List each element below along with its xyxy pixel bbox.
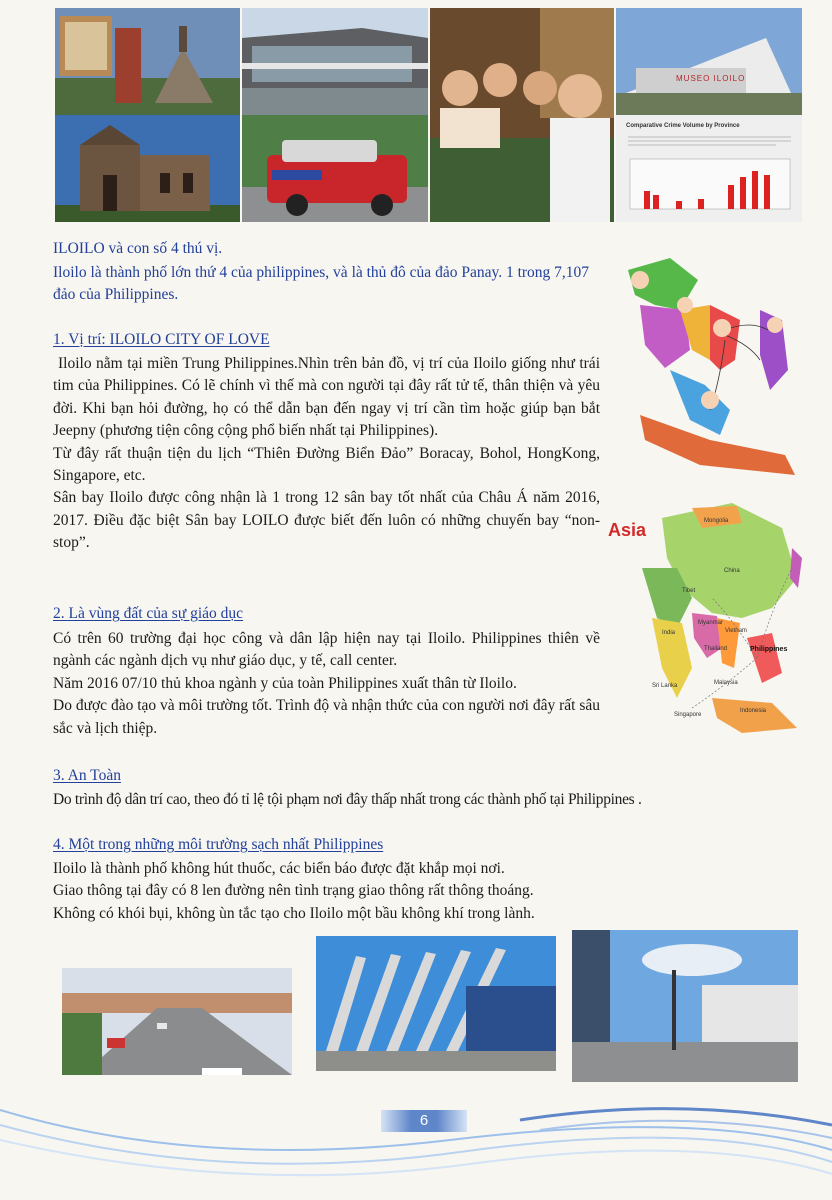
map-label-philippines: Philippines	[750, 646, 788, 653]
section-4-paragraph: Không có khói bụi, không ùn tắc tạo cho Iloilo một bầu không khí trong lành.	[53, 904, 535, 922]
map-label-myanmar: Myanmar	[698, 620, 724, 626]
map-region-label: Asia	[608, 520, 647, 540]
section-1-heading: 1. Vị trí: ILOILO CITY OF LOVE	[53, 331, 270, 348]
section-4-paragraph: Giao thông tại đây có 8 len đường nên tình trạng giao thông rất thông thoáng.	[53, 882, 534, 900]
map-label-china: China	[724, 568, 740, 574]
section-4-heading: 4. Một trong những môi trường sạch nhất Philippines	[53, 836, 384, 853]
photo-convention-center	[316, 936, 556, 1071]
section-4-paragraph: Iloilo là thành phố không hút thuốc, các biển báo được đặt khắp mọi nơi.	[53, 860, 505, 877]
section-2-body	[53, 628, 600, 740]
photo-church	[55, 115, 240, 222]
museum-sign: MUSEO ILOILO	[676, 74, 746, 83]
map-label-malaysia: Malaysia	[714, 680, 738, 686]
section-4-body	[53, 858, 613, 925]
photo-monument	[55, 8, 240, 115]
section-1-paragraph: Iloilo nằm tại miền Trung Philippines.Nhìn trên bản đồ, vị trí của Iloilo giống như trái tim của Philippines. Có lẽ chính vì thế mà con người tại đây rất tử tế, thân thiện và yêu đời. Khi bạn hỏi đường, họ có thể dẫn bạn đến ngay vị trí cần tìm hoặc giúp bạn bắt Jeepny (phương tiện công cộng phổ biến nhất tại Philippines).	[53, 355, 600, 440]
section-3-heading: 3. An Toàn	[53, 767, 121, 784]
map-label-india: India	[662, 630, 676, 636]
photo-business-district	[572, 930, 798, 1082]
section-2-heading: 2. Là vùng đất của sự giáo dục	[53, 605, 244, 622]
footer-wave-decoration	[0, 1080, 832, 1200]
section-1-body	[53, 353, 600, 555]
map-label-indonesia: Indonesia	[740, 708, 767, 714]
photo-crime-chart	[616, 115, 802, 222]
photo-friends-dining	[430, 8, 614, 222]
page-number: 6	[381, 1110, 467, 1132]
photo-airport	[242, 8, 428, 115]
section-2-paragraph: Do được đào tạo và môi trường tốt. Trình độ và nhận thức của con người nơi đây rất sâu sắc và lịch thiệp.	[53, 697, 600, 737]
map-label-singapore: Singapore	[674, 712, 702, 718]
chart-title: Comparative Crime Volume by Province	[626, 123, 740, 129]
intro-title: ILOILO và con số 4 thú vị.	[53, 240, 223, 257]
section-1-paragraph: Từ đây rất thuận tiện du lịch “Thiên Đường Biển Đảo” Boracay, Bohol, HongKong, Singapore, etc.	[53, 444, 600, 485]
intro-text: Iloilo là thành phố lớn thứ 4 của philippines, và là thủ đô của đảo Panay. 1 trong 7,107 đảo của Philippines.	[53, 264, 590, 304]
photo-museum	[616, 8, 802, 115]
section-2-paragraph: Có trên 60 trường đại học công và dân lập hiện nay tại Iloilo. Philippines thiên về ngành các ngành dịch vụ như giáo dục, y tế, call center.	[53, 630, 600, 670]
map-label-tibet: Tibet	[682, 588, 696, 594]
map-label-mongolia: Mongolia	[704, 518, 729, 524]
map-label-thailand: Thailand	[704, 646, 728, 652]
map-label-vietnam: Vietnam	[725, 628, 747, 634]
map-asia	[608, 498, 802, 748]
section-3-paragraph: Do trình độ dân trí cao, theo đó tỉ lệ tội phạm nơi đây thấp nhất trong các thành phố tại Philippines .	[53, 791, 642, 808]
photo-jeepney	[242, 115, 428, 222]
section-3-body	[53, 789, 773, 811]
map-label-sri-lanka: Sri Lanka	[652, 683, 678, 689]
section-2-paragraph: Năm 2016 07/10 thủ khoa ngành y của toàn Philippines xuất thân từ Iloilo.	[53, 674, 517, 692]
map-southeast-asia-cartoon	[610, 250, 802, 475]
section-1-paragraph: Sân bay Iloilo được công nhận là 1 trong 12 sân bay tốt nhất của Châu Á năm 2016, 2017. Điều đặc biệt Sân bay LOILO được biết đến luôn có những chuyến bay “non-stop”.	[53, 489, 600, 552]
photo-highway	[62, 968, 292, 1075]
